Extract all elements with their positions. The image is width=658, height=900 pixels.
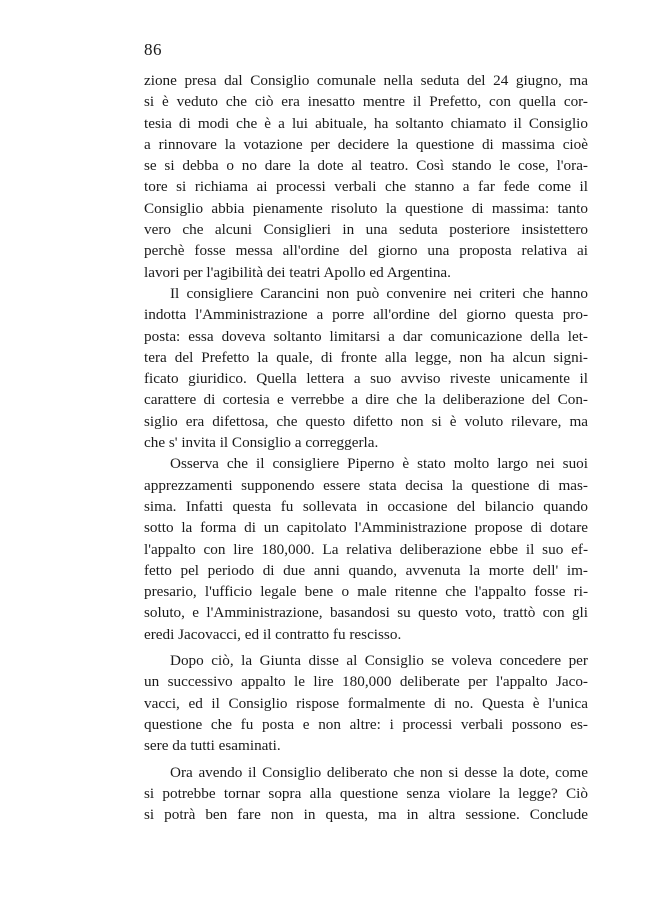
text-line: sotto la forma di un capitolato l'Amministrazione propose di dotare [144, 519, 588, 537]
text-line: Ora avendo il Consiglio deliberato che non si desse la dote, come [170, 763, 588, 781]
text-line: apprezzamenti supponendo essere stata decisa la questione di mas- [144, 476, 588, 494]
text-line: indotta l'Amministrazione a porre all'ordine del giorno questa pro- [144, 306, 588, 324]
paragraph [144, 70, 588, 283]
text-line: ficato giuridico. Quella lettera a suo avviso riveste unicamente il [144, 370, 588, 388]
text-line: si potrà ben fare non in questa, ma in altra sessione. Conclude [144, 806, 588, 824]
text-line: Consiglio abbia pienamente risoluto la questione di massima: tanto [144, 199, 588, 217]
text-line: fetto pel periodo di due anni quando, avvenuta la morte dell' im- [144, 561, 588, 579]
text-line: tera del Prefetto la quale, di fronte alla legge, non ha alcun signi- [144, 348, 588, 366]
paragraph [144, 283, 588, 453]
text-line: sere da tutti esaminati. [144, 737, 281, 755]
text-line: carattere di cortesia e verrebbe a dire che la deliberazione del Con- [144, 391, 588, 409]
text-line: si potrebbe tornar sopra alla questione senza violare la legge? Ciò [144, 784, 588, 802]
text-line: a rinnovare la votazione per decidere la questione di massima cioè [144, 135, 588, 153]
paragraph [144, 650, 588, 756]
text-line: posta: essa doveva soltanto limitarsi a dar comunicazione della let- [144, 327, 588, 345]
paragraph [144, 453, 588, 645]
text-line: Il consigliere Carancini non può convenire nei criteri che hanno [170, 284, 588, 302]
text-line: l'appalto con lire 180,000. La relativa deliberazione ebbe il suo ef- [144, 540, 588, 558]
text-line: zione presa dal Consiglio comunale nella seduta del 24 giugno, ma [144, 72, 588, 89]
page-number: 86 [144, 40, 162, 59]
text-line: soluto, e l'Amministrazione, basandosi su questo voto, trattò con gli [144, 604, 588, 622]
text-line: si è veduto che ciò era inesatto mentre il Prefetto, con quella cor- [144, 93, 588, 111]
text-line: eredi Jacovacci, ed il contratto fu rescisso. [144, 625, 402, 643]
text-line: perchè fosse messa all'ordine del giorno una proposta relativa ai [144, 242, 588, 260]
text-line: tesia di modi che è a lui abituale, ha soltanto chiamato il Consiglio [144, 114, 588, 132]
text-line: che s' invita il Consiglio a correggerla. [144, 434, 379, 452]
body-text [144, 70, 588, 825]
text-line: presario, l'ufficio legale bene o male ritenne che l'appalto fosse ri- [144, 583, 588, 601]
text-line: tore si richiama ai processi verbali che stanno a far fede come il [144, 178, 588, 196]
text-line: siglio era difettosa, che questo difetto non si è voluto rilevare, ma [144, 412, 588, 430]
text-line: vacci, ed il Consiglio rispose formalmente di no. Questa è l'unica [144, 694, 588, 712]
text-line: Dopo ciò, la Giunta disse al Consiglio se voleva concedere per [170, 652, 588, 670]
text-line: questione che fu posta e non altre: i processi verbali possono es- [144, 715, 588, 733]
text-line: sima. Infatti questa fu sollevata in occasione del bilancio quando [144, 497, 588, 515]
text-line: vero che alcuni Consiglieri in una seduta posteriore insistettero [144, 221, 588, 239]
text-line: Osserva che il consigliere Piperno è stato molto largo nei suoi [170, 455, 588, 473]
paragraph [144, 762, 588, 826]
text-line: lavori per l'agibilità dei teatri Apollo ed Argentina. [144, 263, 451, 281]
text-line: un successivo appalto le lire 180,000 deliberate per l'appalto Jaco- [144, 673, 588, 691]
text-line: se si debba o no dare la dote al teatro. Così stando le cose, l'ora- [144, 157, 588, 175]
